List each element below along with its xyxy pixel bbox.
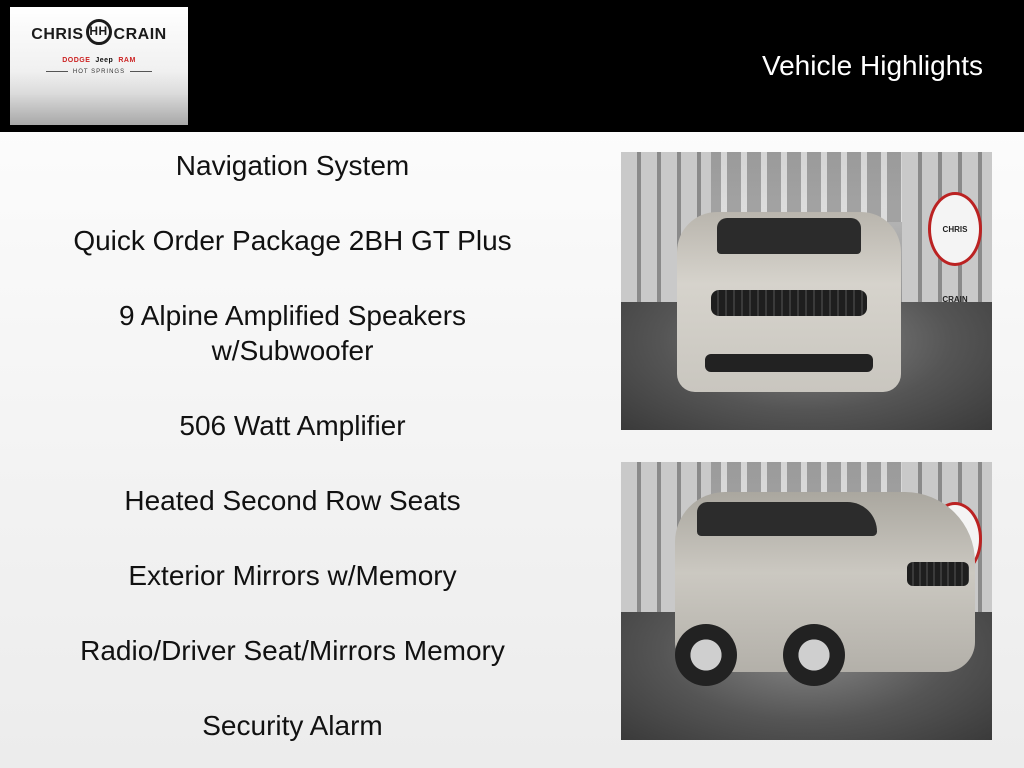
wheel-icon	[783, 624, 845, 686]
vehicle-photo-front	[621, 152, 992, 430]
highlight-item: Exterior Mirrors w/Memory	[128, 560, 457, 591]
logo-brand-ram: RAM	[118, 57, 136, 64]
highlight-item: Navigation System	[175, 150, 410, 181]
side-windows	[697, 502, 877, 536]
header-bar	[0, 0, 1024, 132]
grille	[711, 290, 867, 316]
wheel-icon	[675, 624, 737, 686]
highlight-item: Radio/Driver Seat/Mirrors Memory	[80, 635, 505, 666]
windshield	[717, 218, 861, 254]
highlight-item: 506 Watt Amplifier	[179, 410, 406, 441]
grille	[907, 562, 969, 586]
suv-front-view	[677, 212, 901, 392]
highlight-item: Security Alarm	[202, 710, 383, 741]
logo-brand-dodge: DODGE	[62, 57, 91, 64]
logo-location: HOT SPRINGS	[10, 69, 188, 75]
highlights-list	[40, 148, 545, 768]
logo-monogram-icon: HH	[86, 19, 112, 45]
logo-name-left: CHRIS	[31, 26, 84, 44]
suv-side-view	[675, 492, 975, 672]
page-title: Vehicle Highlights	[761, 50, 983, 81]
logo-floor-decor	[10, 95, 188, 125]
vehicle-photo-side	[621, 462, 992, 740]
dealer-logo	[10, 7, 188, 125]
logo-wordmark	[10, 25, 188, 45]
highlight-item: Heated Second Row Seats	[124, 485, 461, 516]
highlight-item: 9 Alpine Amplified Speakers w/Subwoofer	[118, 300, 467, 366]
logo-brand-jeep: Jeep	[95, 57, 114, 64]
logo-name-right: CRAIN	[113, 26, 167, 44]
logo-sub-brands	[10, 57, 188, 64]
dealer-badge: CHRIS CRAIN	[928, 192, 982, 266]
highlight-item: Quick Order Package 2BH GT Plus	[73, 225, 512, 256]
lower-bumper	[705, 354, 873, 372]
